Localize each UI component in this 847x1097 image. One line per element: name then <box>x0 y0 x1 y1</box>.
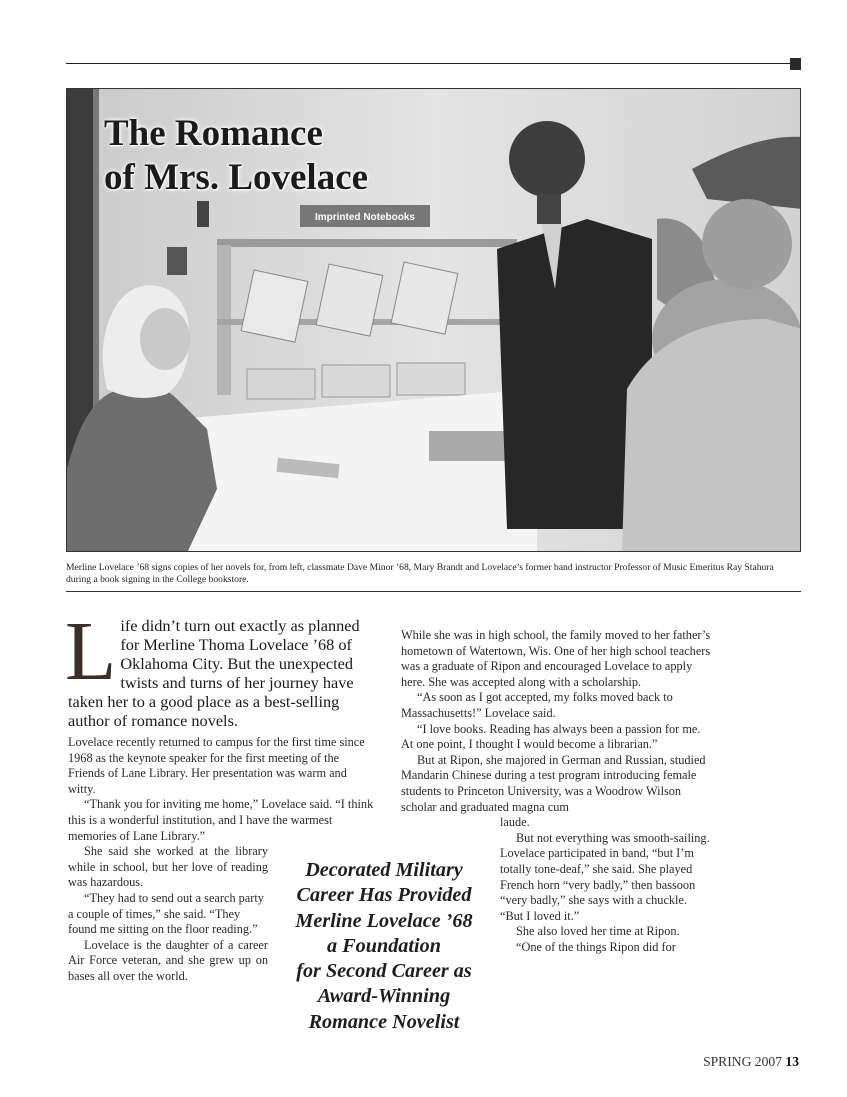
body-paragraph: “As soon as I got accepted, my folks moved back to Massachusetts!” Lovelace said. <box>401 690 673 720</box>
headline-line-1: The Romance <box>104 113 323 154</box>
body-paragraph: “One of the things Ripon did for <box>515 939 676 954</box>
body-paragraph: Lovelace recently returned to campus for the first time since 1968 as the keynote speaker for the first meeting of the Friends of Lane Library. Her presentation was warm and witty. <box>68 735 365 796</box>
photo-sign-text: Imprinted Notebooks <box>314 212 416 223</box>
headline-line-2: of Mrs. Lovelace <box>104 157 369 198</box>
body-paragraph: While she was in high school, the family moved to her father’s hometown of Watertown, Wis. One of her high school teachers was a graduate of Ripon and encouraged Lovelace to apply here. She was accepted along with a scholarship. <box>401 628 711 689</box>
pull-quote-line: Career Has Provided <box>296 884 472 907</box>
pull-quote-line: Award-Winning <box>317 985 451 1008</box>
top-rule <box>66 63 793 64</box>
pull-quote-line: Merline Lovelace ’68 <box>295 909 473 932</box>
pull-quote-line: for Second Career as <box>296 960 472 983</box>
drop-cap: L <box>65 605 117 698</box>
body-paragraph: But not everything was smooth-sailing. Lovelace participated in band, “but I’m totally tone-deaf,” she said. She played French horn “very badly,” then bassoon “very badly,” she says with a chuckle. “But I loved it.” <box>500 830 710 923</box>
photo-caption: Merline Lovelace ’68 signs copies of her novels for, from left, classmate Dave Minor ’68, Mary Brandt and Lovelace’s former band instructor Professor of Music Emeritus Ray Stahura during a book signing in the College bookstore. <box>66 562 774 585</box>
lead-paragraph <box>65 605 376 730</box>
caption-rule <box>66 591 801 592</box>
pull-quote <box>279 858 489 1035</box>
page-number: 13 <box>785 1054 799 1069</box>
corner-square-ornament <box>790 58 801 70</box>
article-headline <box>104 112 368 200</box>
issue-label: SPRING 2007 <box>703 1054 782 1069</box>
body-paragraph-continued: laude. <box>500 815 530 830</box>
pull-quote-line: a Foundation <box>327 934 441 957</box>
body-paragraph: She said she worked at the library while in school, but her love of reading was hazardous. <box>68 844 268 890</box>
body-paragraph: But at Ripon, she majored in German and Russian, studied Mandarin Chinese during a test program introducing female students to Princeton University, was a Woodrow Wilson scholar and graduated magna cum <box>401 752 706 814</box>
body-paragraph: “I love books. Reading has always been a passion for me. At one point, I thought I would become a librarian.” <box>401 721 701 752</box>
body-paragraph: Lovelace is the daughter of a career Air Force veteran, and she grew up on bases all over the world. <box>68 937 268 983</box>
lead-text: ife didn’t turn out exactly as planned for Merline Thoma Lovelace ’68 of Oklahoma City. But the unexpected twists and turns of her journey have taken her to a good place as a best-selling author of romance novels. <box>68 616 360 730</box>
body-paragraph: “They had to send out a search party a couple of times,” she said. “They found me sitting on the floor reading.” <box>68 890 264 937</box>
pull-quote-line: Decorated Military <box>305 859 463 881</box>
body-paragraph: “Thank you for inviting me home,” Lovelace said. “I think this is a wonderful institution, and I have the warmest memories of Lane Library.” <box>68 797 374 843</box>
pull-quote-line: Romance Novelist <box>308 1010 460 1033</box>
page-folio <box>703 1054 799 1070</box>
body-paragraph: She also loved her time at Ripon. <box>515 924 680 939</box>
